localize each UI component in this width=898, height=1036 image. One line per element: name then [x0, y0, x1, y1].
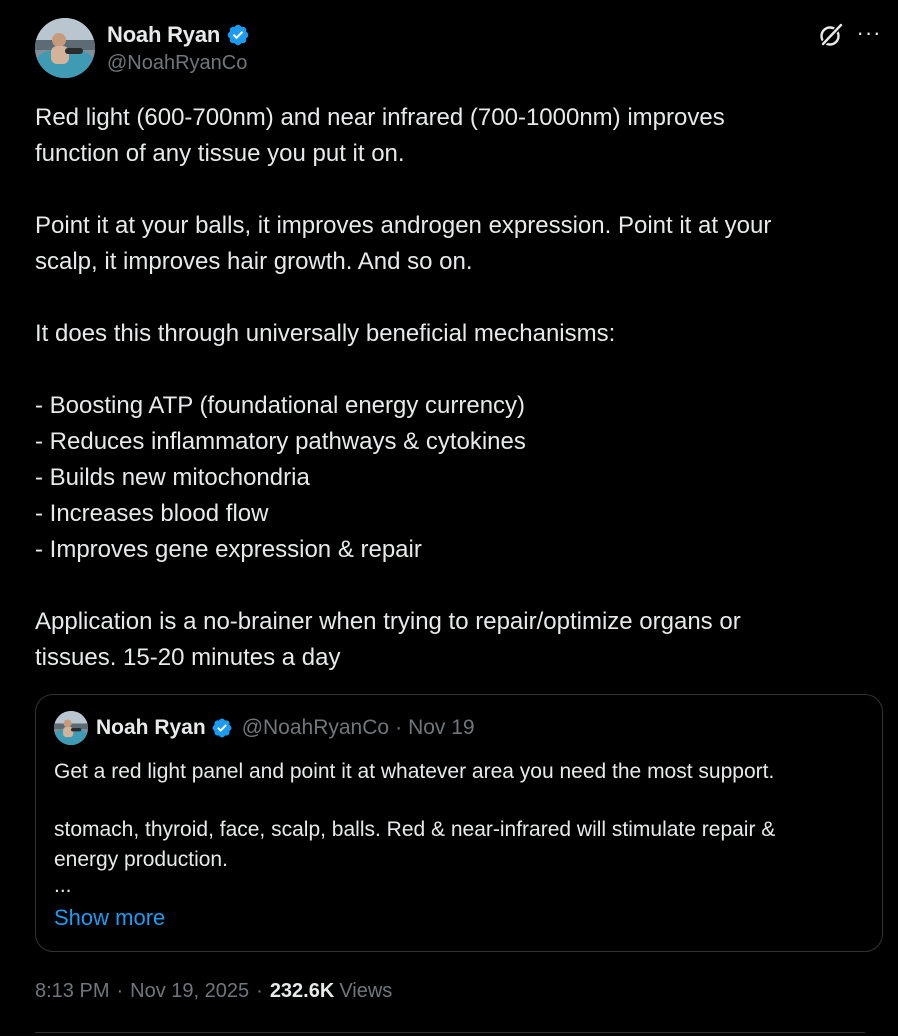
author-handle[interactable]: @NoahRyanCo — [107, 52, 248, 74]
paragraph-gap — [35, 568, 865, 604]
views-count[interactable]: 232.6K — [269, 980, 335, 1002]
body-line: - Boosting ATP (foundational energy currency) — [35, 392, 526, 419]
quoted-avatar — [54, 711, 88, 745]
paragraph-gap — [35, 172, 865, 208]
paragraph-gap — [35, 352, 865, 388]
paragraph-gap — [54, 787, 864, 815]
show-more-link[interactable]: Show more — [54, 905, 166, 930]
body-line: scalp, it improves hair growth. And so on. — [35, 248, 473, 275]
post-date[interactable]: Nov 19, 2025 — [130, 980, 250, 1002]
post-time[interactable]: 8:13 PM — [35, 980, 110, 1002]
body-line: - Increases blood flow — [35, 500, 269, 527]
avatar[interactable] — [35, 18, 95, 78]
quoted-tweet-card[interactable] — [35, 694, 883, 952]
author-display-name[interactable]: Noah Ryan — [107, 22, 221, 47]
quoted-avatar-image — [54, 711, 88, 745]
body-line: function of any tissue you put it on. — [35, 140, 405, 167]
body-line: It does this through universally beneficial mechanisms: — [35, 320, 616, 347]
more-options-icon[interactable]: ··· — [856, 20, 882, 45]
divider — [35, 1032, 865, 1033]
body-line: Point it at your balls, it improves androgen expression. Point it at your — [35, 212, 772, 239]
separator-dot: · — [116, 980, 124, 1002]
views-label: Views — [339, 980, 393, 1002]
quoted-author-display-name: Noah Ryan — [96, 716, 206, 739]
body-line: tissues. 15-20 minutes a day — [35, 644, 341, 671]
quoted-ellipsis: ... — [54, 874, 72, 897]
body-line: - Builds new mitochondria — [35, 464, 310, 491]
tweet-meta — [35, 980, 392, 1003]
tweet-body — [35, 100, 865, 676]
body-line: - Improves gene expression & repair — [35, 536, 422, 563]
author-block — [107, 20, 250, 75]
tweet-header — [35, 18, 882, 80]
quoted-date: Nov 19 — [408, 716, 475, 739]
author-name-row — [107, 20, 250, 50]
body-line: - Reduces inflammatory pathways & cytokines — [35, 428, 526, 455]
separator-dot: · — [256, 980, 263, 1002]
paragraph-gap — [35, 280, 865, 316]
quoted-body-line: stomach, thyroid, face, scalp, balls. Red & near-infrared will stimulate repair & — [54, 818, 776, 841]
verified-badge-icon[interactable] — [226, 23, 250, 47]
quoted-author-handle: @NoahRyanCo — [241, 716, 390, 739]
quoted-tweet-header — [54, 713, 475, 743]
body-line: Red light (600-700nm) and near infrared (700-1000nm) improves — [35, 104, 725, 131]
quoted-body-line: energy production. — [54, 848, 228, 871]
body-line: Application is a no-brainer when trying to repair/optimize organs or — [35, 608, 741, 635]
separator-dot: · — [395, 716, 403, 739]
verified-badge-icon — [211, 717, 233, 739]
quoted-body-line: Get a red light panel and point it at whatever area you need the most support. — [54, 760, 775, 783]
grok-icon[interactable] — [818, 22, 844, 48]
quoted-tweet-body — [54, 757, 864, 933]
avatar-image — [35, 18, 95, 78]
